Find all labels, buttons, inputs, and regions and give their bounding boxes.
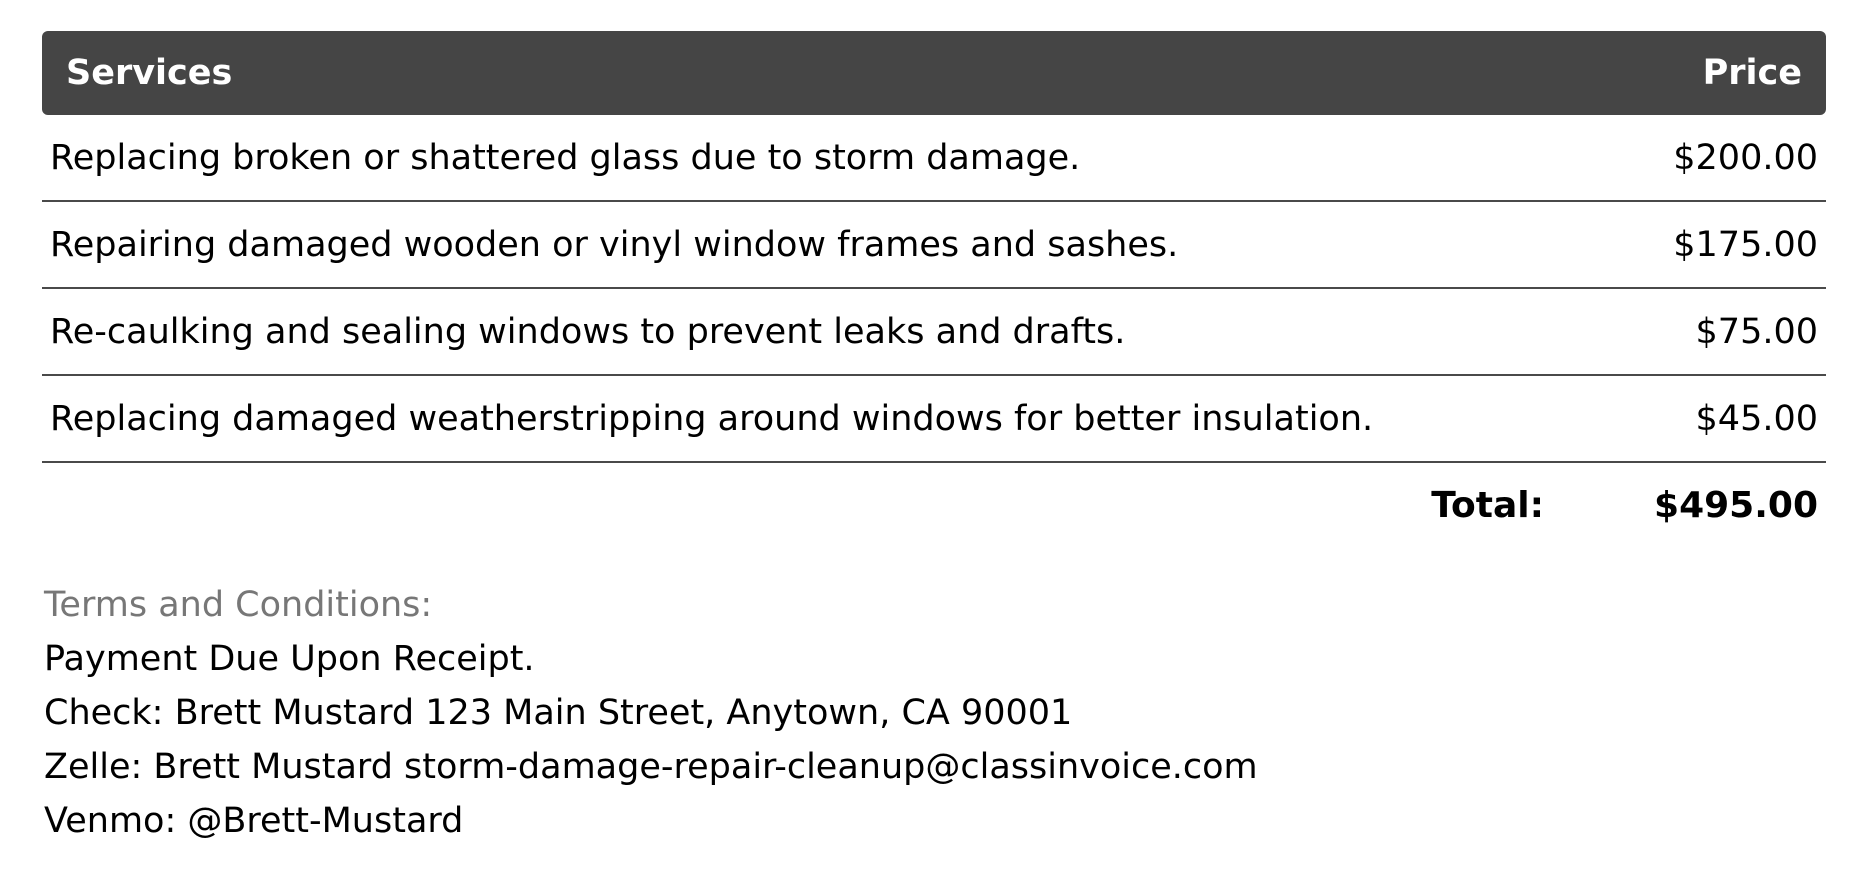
total-row bbox=[42, 463, 1826, 547]
total-value: $495.00 bbox=[1654, 484, 1818, 526]
table-row bbox=[42, 115, 1826, 202]
table-row bbox=[42, 202, 1826, 289]
table-header bbox=[42, 31, 1826, 115]
service-description: Re-caulking and sealing windows to prevent leaks and drafts. bbox=[50, 311, 1126, 352]
service-description: Repairing damaged wooden or vinyl window frames and sashes. bbox=[50, 224, 1179, 265]
service-description: Replacing broken or shattered glass due to storm damage. bbox=[50, 137, 1081, 178]
total-label: Total: bbox=[1431, 484, 1545, 526]
table-row bbox=[42, 376, 1826, 463]
terms-check-info: Check: Brett Mustard 123 Main Street, Anytown, CA 90001 bbox=[44, 693, 1073, 733]
terms-heading: Terms and Conditions: bbox=[44, 585, 433, 625]
services-column-header: Services bbox=[66, 53, 233, 93]
service-price: $200.00 bbox=[1673, 137, 1818, 178]
price-column-header: Price bbox=[1702, 53, 1802, 93]
terms-payment-due: Payment Due Upon Receipt. bbox=[44, 639, 535, 679]
service-description: Replacing damaged weatherstripping around windows for better insulation. bbox=[50, 398, 1374, 439]
terms-venmo-info: Venmo: @Brett-Mustard bbox=[44, 801, 464, 841]
service-price: $45.00 bbox=[1695, 398, 1818, 439]
service-price: $75.00 bbox=[1695, 311, 1818, 352]
terms-zelle-info: Zelle: Brett Mustard storm-damage-repair-cleanup@classinvoice.com bbox=[44, 747, 1258, 787]
terms-section bbox=[44, 578, 1258, 848]
table-row bbox=[42, 289, 1826, 376]
services-table bbox=[42, 31, 1826, 547]
service-price: $175.00 bbox=[1673, 224, 1818, 265]
